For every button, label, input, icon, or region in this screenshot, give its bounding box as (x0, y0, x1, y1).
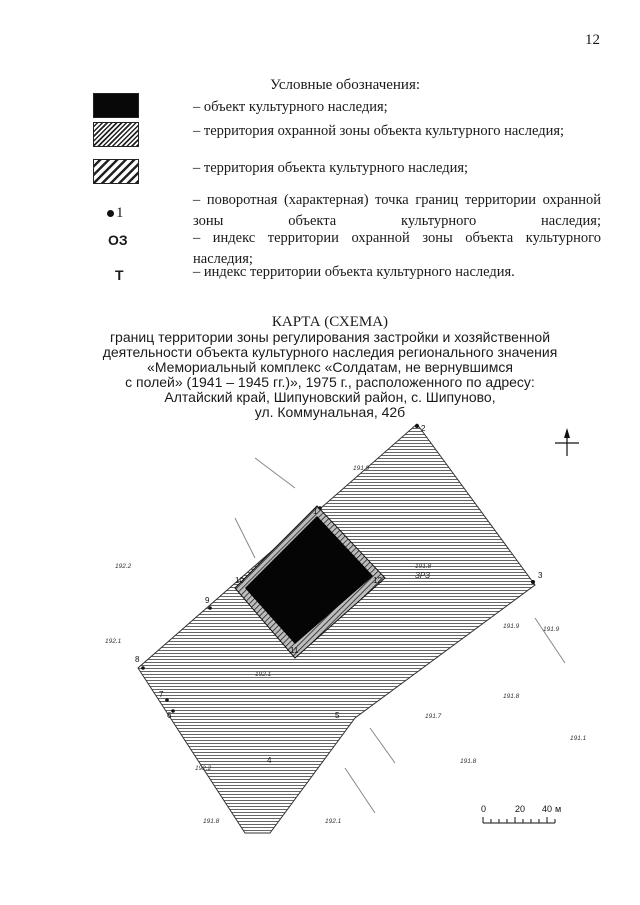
map-subtitle-line: границ территории зоны регулирования застройки и хозяйственной (109, 329, 551, 345)
legend-text-point (193, 190, 601, 232)
elevation-mark: 191.8 (460, 758, 477, 765)
boundary-point (531, 580, 535, 584)
boundary-point-label: 8 (135, 655, 140, 664)
legend-text-territory: – территория объекта культурного наследия; (193, 160, 469, 176)
scale-bar (481, 804, 561, 823)
boundary-point-label: 2 (421, 424, 426, 433)
legend-text-oz-line2: наследия; (193, 251, 253, 267)
boundary-point-label: 7 (159, 690, 164, 699)
legend-text-point-line2: зоны объекта культурного наследия; (193, 213, 601, 229)
elevation-mark: 191.1 (570, 735, 587, 742)
zone-label: ЗРЗ (415, 571, 430, 580)
elevation-mark: 192.2 (195, 765, 212, 772)
legend-text-object: – объект культурного наследия; (193, 99, 388, 115)
legend-text-oz-line1: – индекс территории охранной зоны объекта культурного (193, 230, 601, 246)
elevation-mark: 192.1 (325, 818, 342, 825)
scale-tick-label: 20 (515, 804, 526, 814)
elevation-mark: 191.7 (425, 713, 442, 720)
scale-tick-label: 0 (481, 804, 487, 814)
map-subtitle-line: с полей» (1941 – 1945 гг.)», 1975 г., расположенного по адресу: (125, 374, 535, 390)
boundary-point (318, 506, 322, 510)
elevation-mark: 191.8 (415, 563, 432, 570)
legend-swatch-object (93, 93, 139, 118)
boundary-point-label: 5 (335, 711, 340, 720)
legend-title: Условные обозначения: (270, 77, 421, 93)
elevation-mark: 191.9 (353, 465, 370, 472)
street-line (255, 458, 295, 488)
legend-symbol-point: 1 (107, 204, 124, 222)
legend-text-t: – индекс территории объекта культурного наследия. (193, 264, 515, 280)
elevation-mark: 191.9 (503, 623, 520, 630)
boundary-point (171, 709, 175, 713)
street-line (535, 618, 565, 663)
scale-tick-label: 40 (542, 804, 553, 814)
boundary-point-label: 4 (267, 756, 272, 765)
legend-text-point-line1: – поворотная (характерная) точка границ территории охранной (193, 192, 601, 208)
boundary-point-label: 10 (235, 576, 244, 585)
boundary-point (415, 424, 419, 428)
legend-symbol-oz: ОЗ (108, 232, 128, 248)
legend-swatch-territory (93, 159, 139, 184)
elevation-mark: 192.2 (115, 563, 132, 570)
street-line (370, 728, 395, 763)
map-heading: КАРТА (СХЕМА) (271, 314, 389, 330)
map-subtitle (80, 330, 580, 420)
boundary-point (141, 666, 145, 670)
scale-unit: м (555, 804, 562, 814)
boundary-point-label: 1 (313, 507, 318, 516)
legend-text-protection-zone: – территория охранной зоны объекта культурного наследия; (193, 123, 565, 139)
north-arrow-icon (555, 428, 579, 456)
elevation-mark: 192.1 (255, 671, 272, 678)
street-line (345, 768, 375, 813)
street-line (235, 518, 255, 558)
map-subtitle-line: «Мемориальный комплекс «Солдатам, не вернувшимся (147, 359, 513, 375)
boundary-point (208, 606, 212, 610)
point-dot-icon (107, 210, 114, 217)
page-number: 12 (585, 32, 600, 48)
boundary-point (165, 698, 169, 702)
boundary-point-label: 9 (205, 596, 210, 605)
map-subtitle-line: деятельности объекта культурного наследия регионального значения (102, 344, 558, 360)
elevation-mark: 191.8 (503, 693, 520, 700)
map-subtitle-line: Алтайский край, Шипуновский район, с. Шипуново, (164, 389, 496, 405)
site-map (95, 418, 590, 838)
boundary-point-label: 11 (290, 646, 299, 655)
legend-symbol-t: Т (115, 267, 124, 283)
boundary-point-label: 12 (373, 576, 382, 585)
map-subtitle-line: ул. Коммунальная, 42б (254, 404, 406, 420)
elevation-mark: 192.1 (105, 638, 122, 645)
boundary-point-label: 6 (167, 711, 172, 720)
elevation-mark: 191.8 (203, 818, 220, 825)
elevation-mark: 191.9 (543, 626, 560, 633)
legend-swatch-protection-zone (93, 122, 139, 147)
boundary-point-label: 3 (538, 571, 543, 580)
